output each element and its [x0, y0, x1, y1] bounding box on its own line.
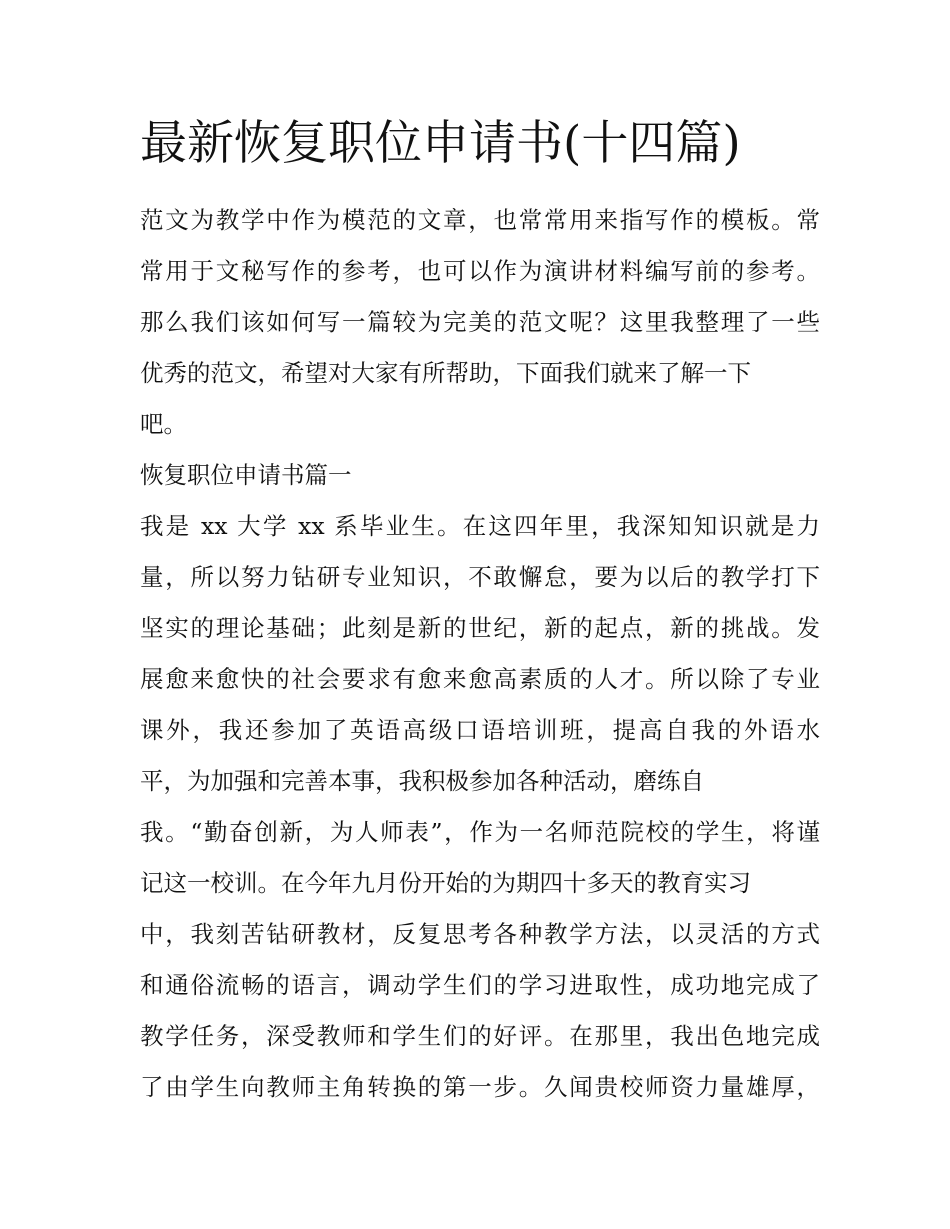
- section-line: 坚实的理论基础；此刻是新的世纪，新的起点，新的挑战。发: [140, 614, 820, 642]
- section-line: 我是 xx 大学 xx 系毕业生。在这四年里，我深知知识就是力: [140, 512, 820, 540]
- intro-line: 吧。: [140, 410, 187, 438]
- intro-line: 常用于文秘写作的参考，也可以作为演讲材料编写前的参考。: [140, 257, 820, 285]
- section-line: 中，我刻苦钻研教材，反复思考各种教学方法，以灵活的方式: [140, 920, 820, 948]
- section-line: 和通俗流畅的语言，调动学生们的学习进取性，成功地完成了: [140, 971, 820, 999]
- intro-paragraph: [140, 195, 820, 450]
- section-line: 了由学生向教师主角转换的第一步。久闻贵校师资力量雄厚，: [140, 1073, 820, 1101]
- section-line: 我。“勤奋创新，为人师表”，作为一名师范院校的学生，将谨: [140, 818, 820, 846]
- intro-line: 那么我们该如何写一篇较为完美的范文呢？这里我整理了一些: [140, 308, 820, 336]
- section-line: 展愈来愈快的社会要求有愈来愈高素质的人才。所以除了专业: [140, 665, 820, 693]
- section-paragraph: [140, 501, 820, 1113]
- section-line: 平，为加强和完善本事，我积极参加各种活动，磨练自: [140, 767, 704, 795]
- section-line: 量，所以努力钻研专业知识，不敢懈怠，要为以后的教学打下: [140, 563, 820, 591]
- section-heading: 恢复职位申请书篇一: [140, 461, 352, 489]
- section-line: 记这一校训。在今年九月份开始的为期四十多天的教育实习: [140, 869, 751, 897]
- section-line: 教学任务，深受教师和学生们的好评。在那里，我出色地完成: [140, 1022, 820, 1050]
- section-heading-block: [140, 450, 820, 501]
- intro-line: 范文为教学中作为模范的文章，也常常用来指写作的模板。常: [140, 206, 820, 234]
- section-line: 课外，我还参加了英语高级口语培训班，提高自我的外语水: [140, 716, 820, 744]
- page-title: 最新恢复职位申请书(十四篇): [140, 116, 741, 171]
- intro-line: 优秀的范文，希望对大家有所帮助，下面我们就来了解一下: [140, 359, 751, 387]
